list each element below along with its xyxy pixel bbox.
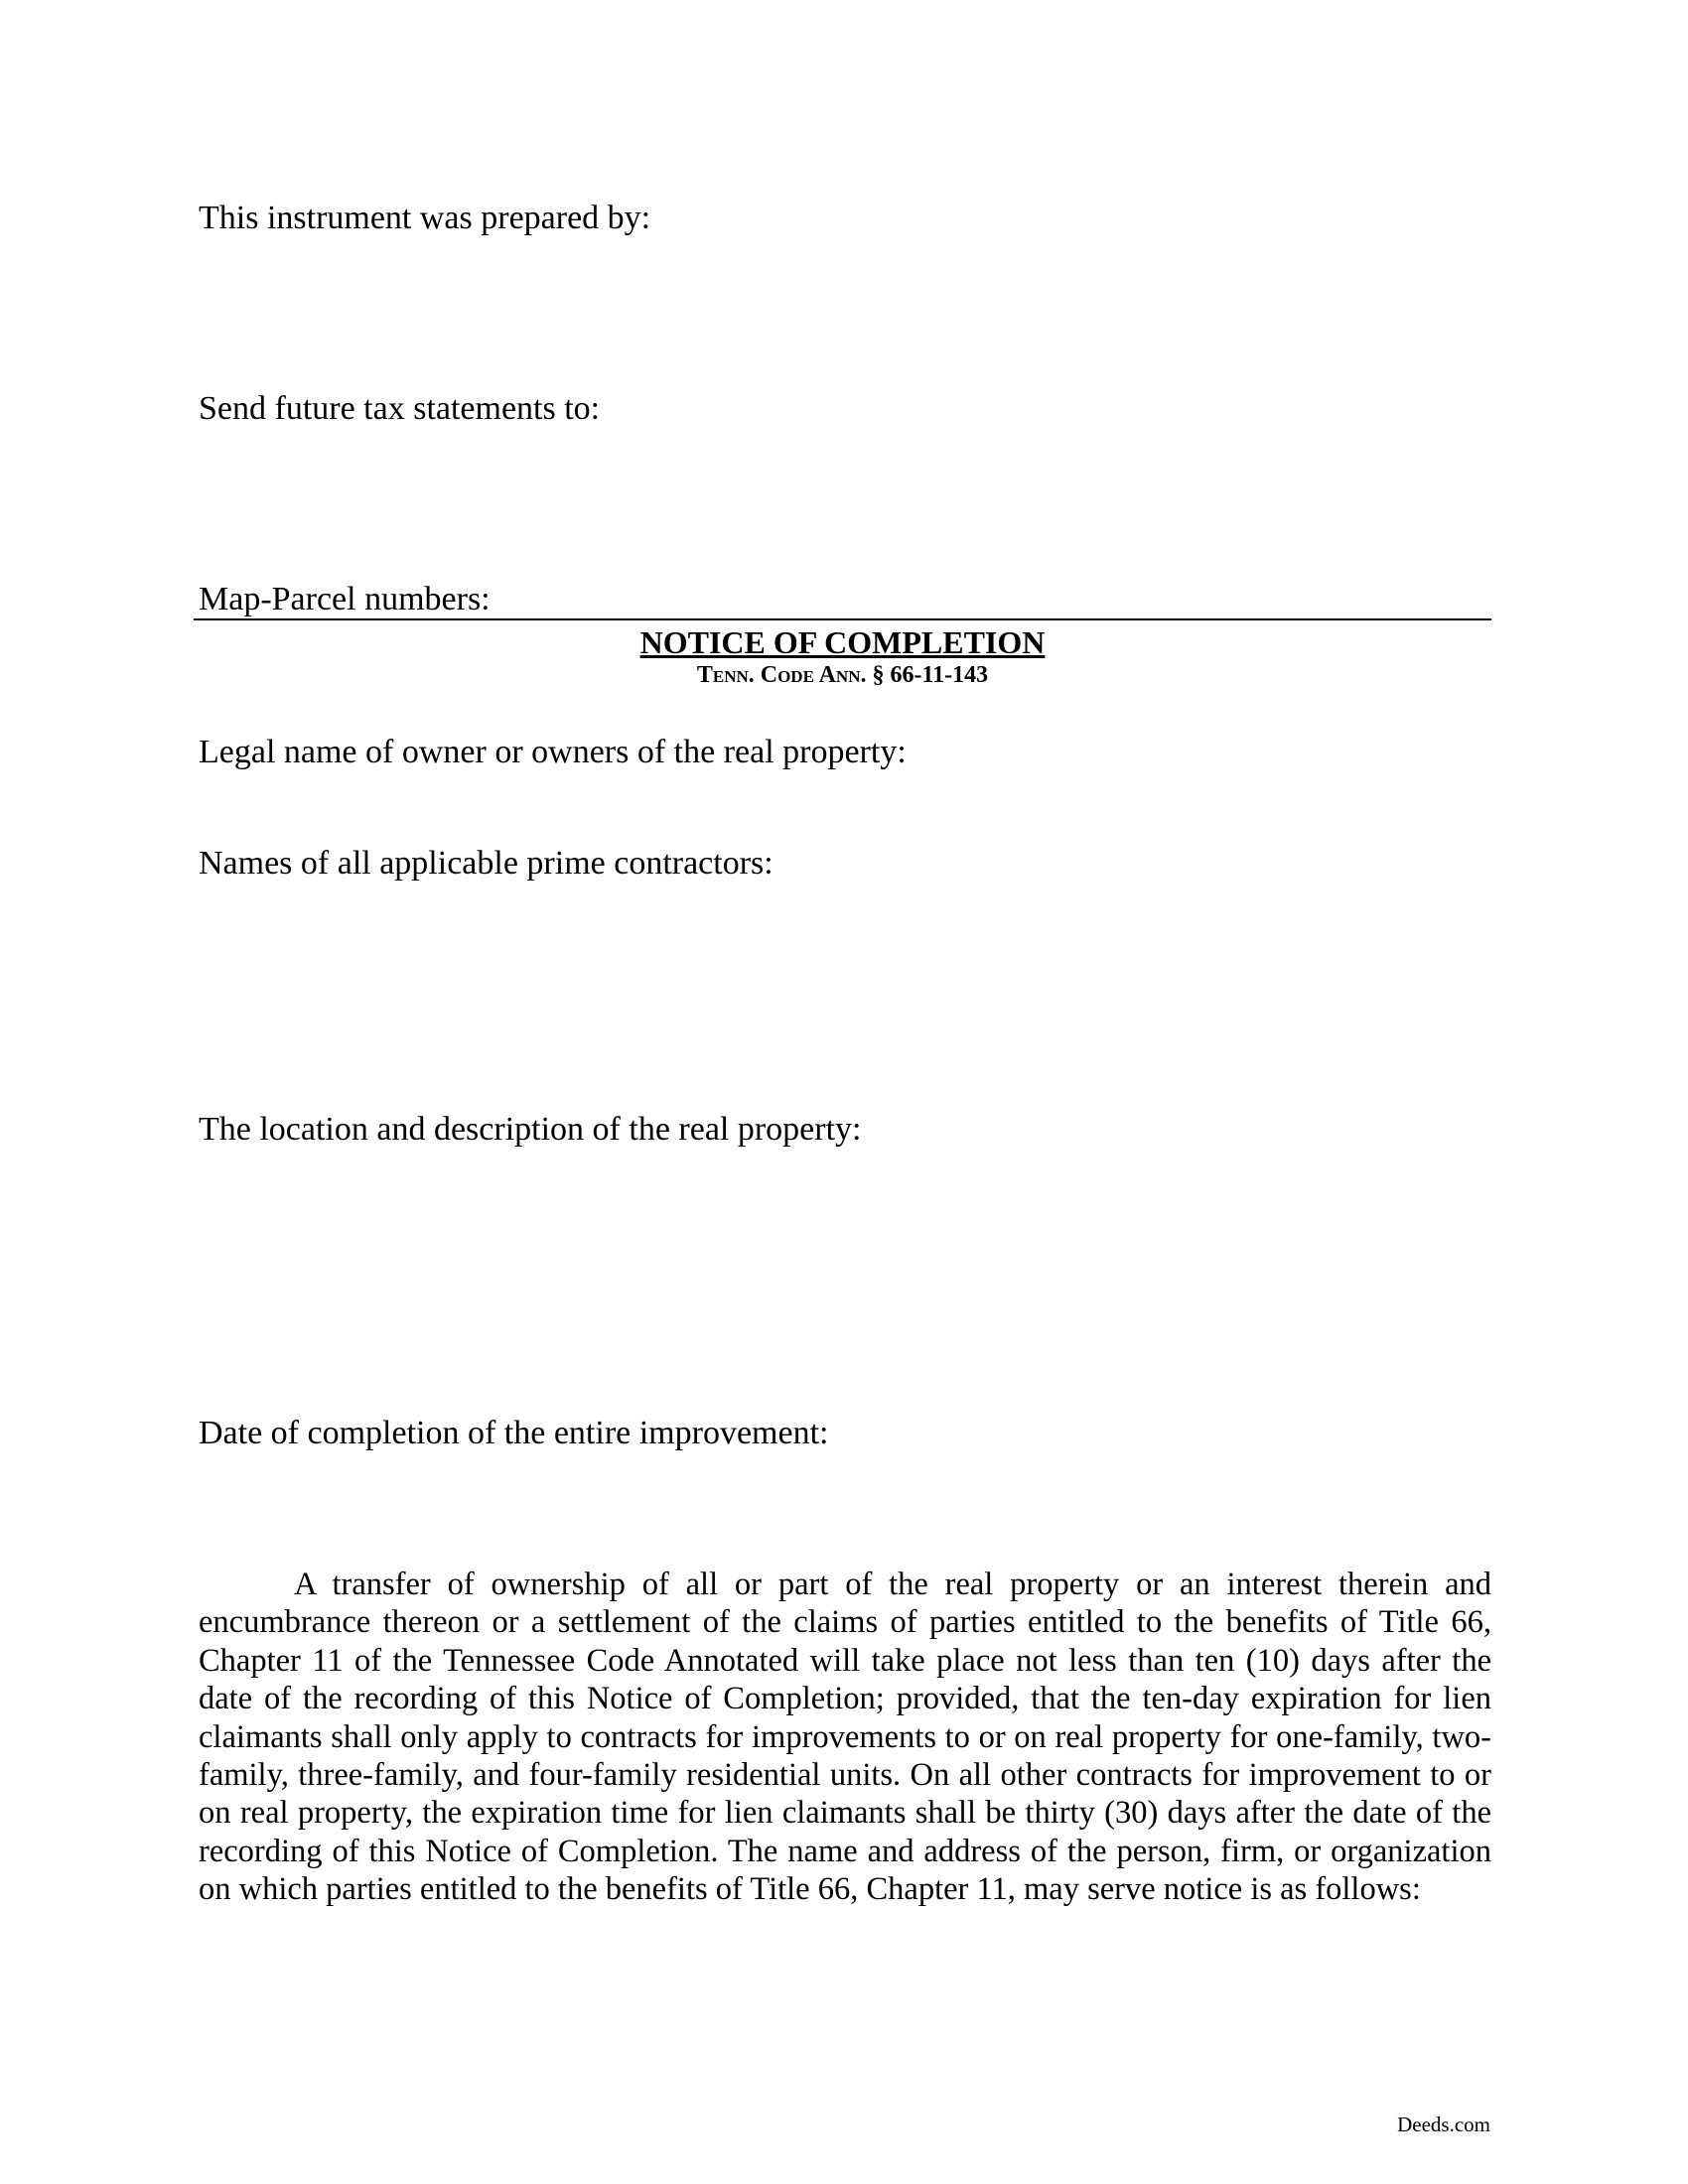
notice-title: NOTICE OF COMPLETION	[639, 624, 1046, 660]
location-description-label: The location and description of the real property:	[199, 1111, 862, 1148]
tax-statements-label: Send future tax statements to:	[199, 390, 601, 427]
map-parcel-label: Map-Parcel numbers:	[199, 581, 491, 617]
prepared-by-label: This instrument was prepared by:	[199, 200, 651, 236]
deeds-footer: Deeds.com	[1397, 2113, 1490, 2136]
prime-contractors-label: Names of all applicable prime contractors:	[199, 845, 774, 882]
owner-name-label: Legal name of owner or owners of the real property:	[199, 734, 907, 770]
header-divider	[194, 618, 1491, 620]
completion-date-label: Date of completion of the entire improvement:	[199, 1415, 829, 1451]
statute-citation: Tenn. Code Ann. § 66-11-143	[696, 662, 989, 688]
transfer-notice-paragraph: A transfer of ownership of all or part of the real property or an interest therein and encumbrance thereon or a settlement of the claims of parties entitled to the benefits of Title 66, Chapter 11 of the Tennessee Code Annotated will take place not less than ten (10) days after the date of the recording of this Notice of Completion; provided, that the ten-day expiration for lien claimants shall only apply to contracts for improvements to or on real property for one-family, two-family, three-family, and four-family residential units. On all other contracts for improvement to or on real property, the expiration time for lien claimants shall be thirty (30) days after the date of the recording of this Notice of Completion. The name and address of the person, firm, or organization on which parties entitled to the benefits of Title 66, Chapter 11, may serve notice is as follows:	[199, 1567, 1491, 1908]
